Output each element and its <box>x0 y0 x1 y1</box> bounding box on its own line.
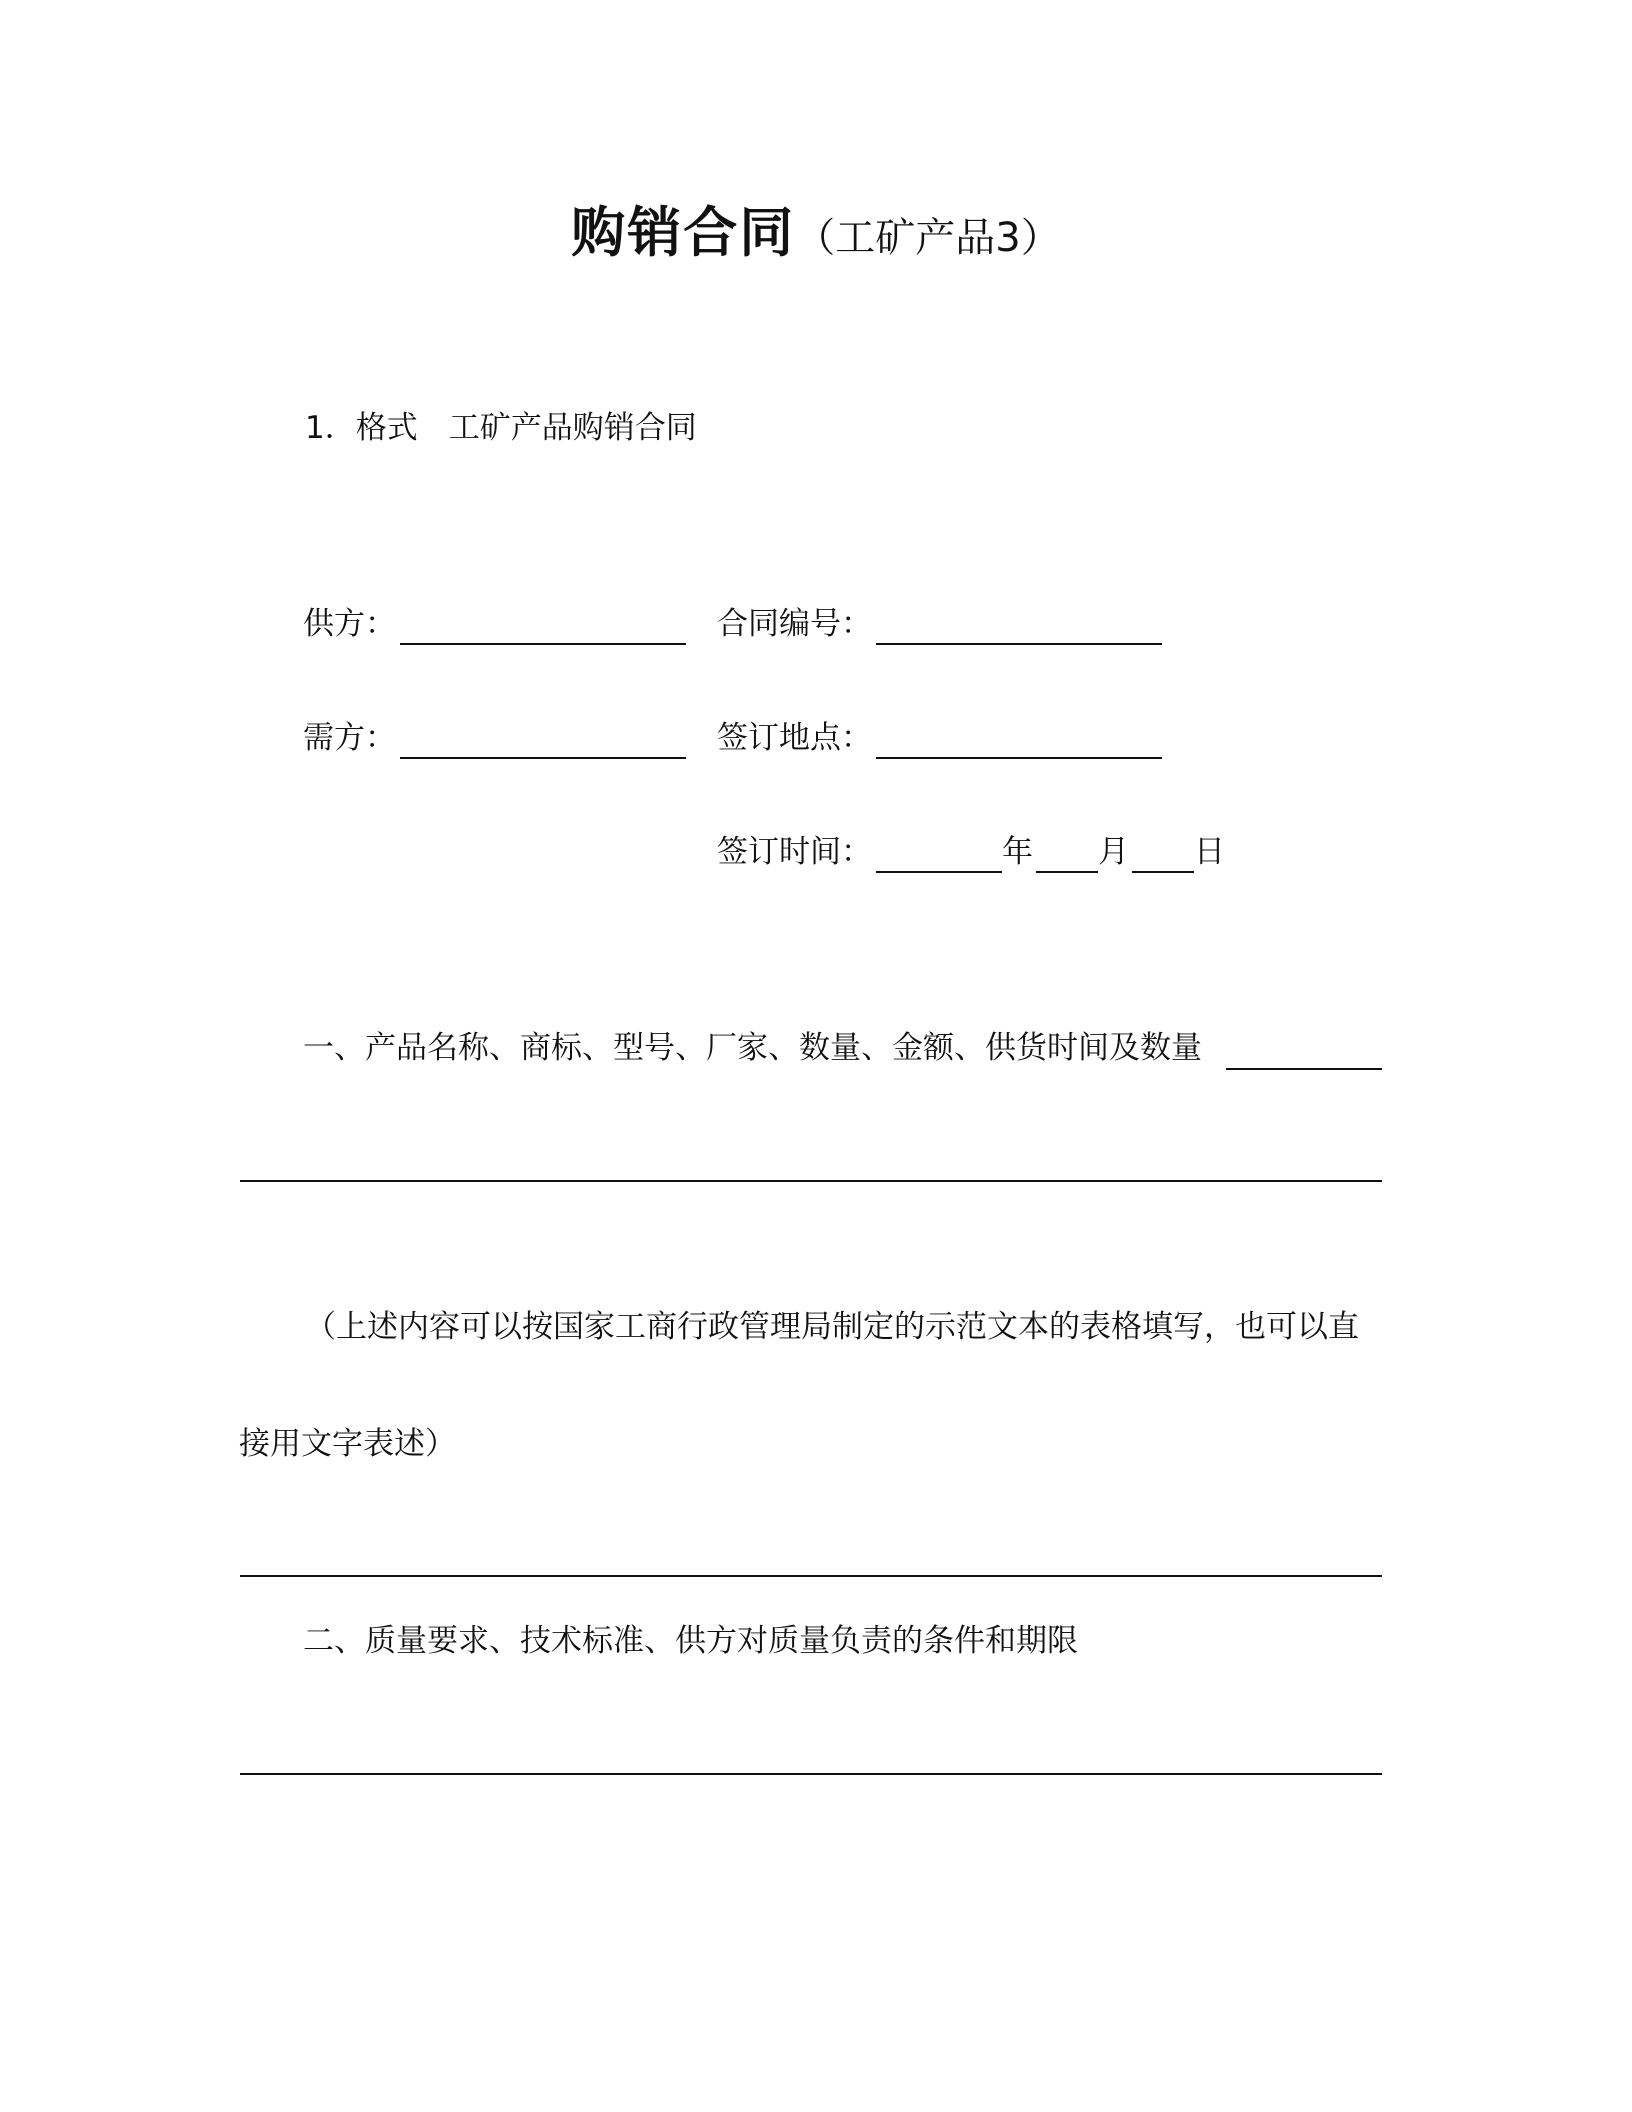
sign-place-label: 签订地点： <box>717 720 872 756</box>
day-label: 日 <box>1194 834 1225 870</box>
note-line-2: 接用文字表述） <box>239 1426 456 1462</box>
section-2-heading: 二、质量要求、技术标准、供方对质量负责的条件和期限 <box>303 1623 1078 1659</box>
section-1-heading: 一、产品名称、商标、型号、厂家、数量、金额、供货时间及数量 <box>303 1030 1202 1066</box>
year-label: 年 <box>1002 834 1033 870</box>
contract-number-blank[interactable] <box>876 643 1162 645</box>
section-1-inline-blank[interactable] <box>1226 1068 1382 1070</box>
sign-year-blank[interactable] <box>876 871 1002 873</box>
format-line: 1．格式 工矿产品购销合同 <box>305 410 697 446</box>
title-subtitle: （工矿产品3） <box>795 215 1061 261</box>
note-line-1: （上述内容可以按国家工商行政管理局制定的示范文本的表格填写，也可以直 <box>305 1309 1359 1345</box>
buyer-label: 需方： <box>303 720 396 756</box>
supplier-blank[interactable] <box>400 643 686 645</box>
sign-place-blank[interactable] <box>876 757 1162 759</box>
section-1-blank-line[interactable] <box>240 1180 1382 1182</box>
sign-month-blank[interactable] <box>1036 871 1098 873</box>
title-main: 购销合同 <box>571 201 796 264</box>
sign-day-blank[interactable] <box>1132 871 1194 873</box>
buyer-blank[interactable] <box>400 757 686 759</box>
note-blank-line[interactable] <box>240 1575 1382 1577</box>
supplier-label: 供方： <box>303 606 396 642</box>
section-2-blank-line[interactable] <box>240 1773 1382 1775</box>
sign-time-label: 签订时间： <box>717 834 872 870</box>
month-label: 月 <box>1098 834 1129 870</box>
contract-number-label: 合同编号： <box>717 606 872 642</box>
page-title <box>0 198 1632 281</box>
